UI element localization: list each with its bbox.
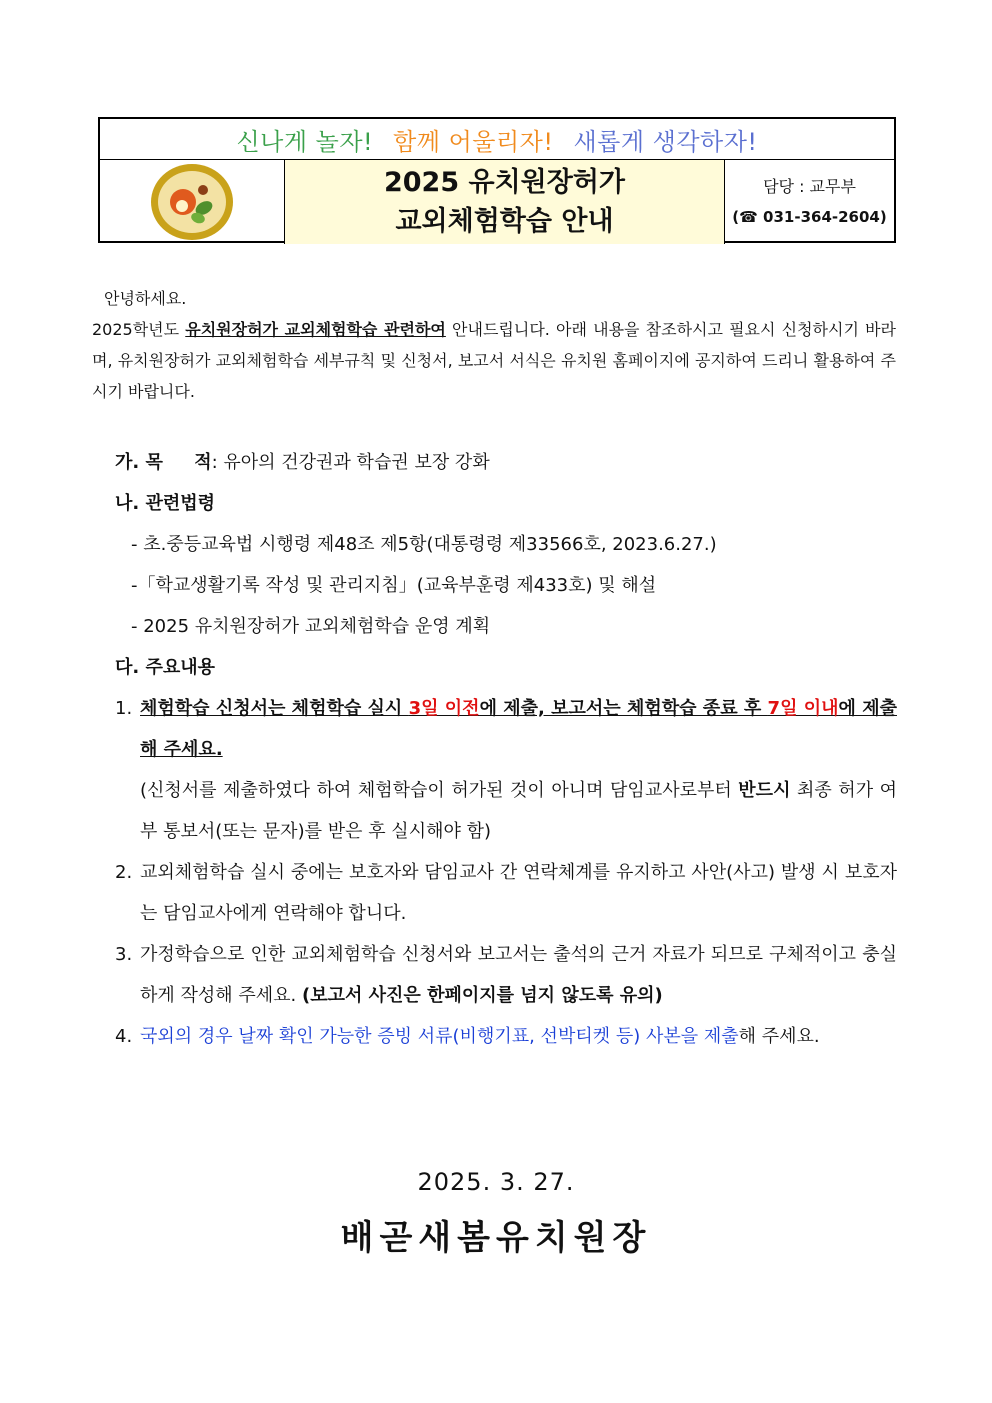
item-1-text-c: 에 제출해 주세요. <box>140 698 897 760</box>
item-1-text-b: 에 제출, 보고서는 체험학습 종료 후 <box>479 698 768 719</box>
item-1-text-f: 최종 허가 여부 통보서(또는 문자)를 받은 후 실시해야 함) <box>140 780 897 842</box>
title-cell <box>285 160 725 244</box>
section-main <box>115 647 897 1057</box>
intro-text-a: 2025학년도 <box>92 320 186 339</box>
item-1-text-a: 체험학습 신청서는 체험학습 실시 <box>140 698 409 719</box>
signature-org: 배곧새봄유치원장 <box>340 1218 652 1258</box>
item-1-text-d: (신청서를 제출하였다 하여 체험학습이 허가된 것이 아니며 담임교사로부터 <box>140 780 739 801</box>
slogan-3: 새롭게 생각하자! <box>573 127 758 156</box>
law-item-2: -「학교생활기록 작성 및 관리지침」(교육부훈령 제433호) 및 해설 <box>131 575 657 596</box>
contact-cell <box>725 160 894 244</box>
page-title-line-2: 교외체험학습 안내 <box>395 206 614 237</box>
item-4-text: 해 주세요. <box>738 1026 820 1047</box>
logo-cell <box>100 160 285 244</box>
item-4-blue-text: 국외의 경우 날짜 확인 가능한 증빙 서류(비행기표, 선박티켓 등) 사본을 제출 <box>140 1026 739 1047</box>
document-date: 2025. 3. 27. <box>417 1168 575 1196</box>
item-1-number: 1. <box>115 698 133 719</box>
item-3-number: 3. <box>115 944 133 965</box>
greeting: 안녕하세요. <box>104 289 187 308</box>
main-label: 다. 주요내용 <box>115 657 216 678</box>
main-item-1 <box>115 688 897 852</box>
item-4-number: 4. <box>115 1026 133 1047</box>
main-item-4 <box>115 1016 897 1057</box>
intro-paragraph <box>92 314 896 407</box>
purpose-label: 가. 목 적 <box>115 452 212 473</box>
page-title-line-1: 2025 유치원장허가 <box>383 167 626 198</box>
intro-text-b: 안내드립니다. 아래 내용을 참조하시고 필요시 신청하시기 바라며, 유치원장허가 교외체험학습 세부규칙 및 신청서, 보고서 서식은 유치원 홈페이지에 공지하여 드리니 활용하여 주시기 바랍니다. <box>92 320 896 401</box>
laws-label: 나. 관련법령 <box>115 493 216 514</box>
slogan-2: 함께 어울리자! <box>393 127 554 156</box>
header-table <box>98 117 896 243</box>
intro-underlined: 유치원장허가 교외체험학습 관련하여 <box>185 320 446 339</box>
item-1-text-e: 반드시 <box>738 780 791 801</box>
purpose-text: : 유아의 건강권과 학습권 보장 강화 <box>211 452 490 473</box>
law-item-1: - 초.중등교육법 시행령 제48조 제5항(대통령령 제33566호, 2023.6.27.) <box>131 534 717 555</box>
slogan-1: 신나게 놀자! <box>236 127 374 156</box>
section-purpose <box>115 442 905 483</box>
item-2-number: 2. <box>115 862 133 883</box>
intro-section <box>92 283 896 407</box>
kindergarten-logo <box>149 162 235 242</box>
item-3-text-b: (보고서 사진은 한페이지를 넘지 않도록 유의) <box>302 985 663 1006</box>
contact-phone: (☎ 031-364-2604) <box>732 208 887 226</box>
section-laws <box>115 483 905 647</box>
slogan-row <box>100 119 894 160</box>
item-3-text-a: 가정학습으로 인한 교외체험학습 신청서와 보고서는 출석의 근거 자료가 되므로 구체적이고 충실하게 작성해 주세요. <box>140 944 897 1006</box>
main-item-3 <box>115 934 897 1016</box>
item-2-text: 교외체험학습 실시 중에는 보호자와 담임교사 간 연락체계를 유지하고 사안(사고) 발생 시 보호자는 담임교사에게 연락해야 합니다. <box>140 862 897 924</box>
law-item-3: - 2025 유치원장허가 교외체험학습 운영 계획 <box>131 616 491 637</box>
item-1-red-2: 7일 이내 <box>767 698 839 719</box>
item-1-red-1: 3일 이전 <box>408 698 480 719</box>
contact-label: 담당 : 교무부 <box>763 177 856 196</box>
main-item-2 <box>115 852 897 934</box>
